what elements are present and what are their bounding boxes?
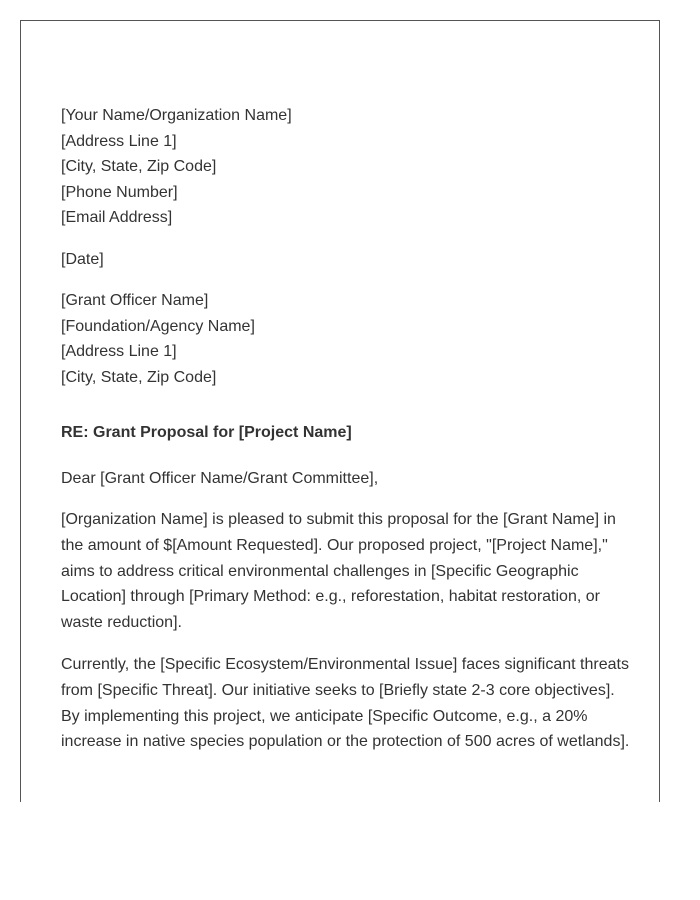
sender-email: [Email Address] bbox=[61, 209, 173, 226]
recipient-address-line: [Address Line 1] bbox=[61, 343, 177, 360]
subject-line: RE: Grant Proposal for [Project Name] bbox=[61, 424, 352, 441]
sender-phone: [Phone Number] bbox=[61, 183, 178, 201]
letter-date: [Date] bbox=[61, 250, 104, 268]
salutation: Dear [Grant Officer Name/Grant Committee], bbox=[61, 469, 379, 487]
date-block bbox=[61, 247, 631, 273]
recipient-officer: [Grant Officer Name] bbox=[61, 292, 209, 309]
recipient-block bbox=[61, 288, 631, 390]
letter-body bbox=[61, 103, 631, 771]
recipient-city-state-zip: [City, State, Zip Code] bbox=[61, 368, 217, 386]
sender-name: [Your Name/Organization Name] bbox=[61, 107, 292, 124]
document-page bbox=[20, 20, 660, 802]
recipient-agency: [Foundation/Agency Name] bbox=[61, 317, 255, 335]
sender-block bbox=[61, 103, 631, 231]
sender-address-line: [Address Line 1] bbox=[61, 132, 177, 150]
paragraph-intro: [Organization Name] is pleased to submit this proposal for the [Grant Name] in the amount of $[Amount Requested]. Our proposed project, "[Project Name]," aims to address critical environmental challenges in [Specific Geographic Location] through [Primary Method: e.g., reforestation, habitat restoration, or waste reduction]. bbox=[61, 511, 616, 632]
paragraph-objectives: Currently, the [Specific Ecosystem/Environmental Issue] faces significant threats from [Specific Threat]. Our initiative seeks to [Briefly state 2-3 core objectives]. By implementing this project, we anticipate [Specific Outcome, e.g., a 20% increase in native species population or the protection of 500 acres of wetlands]. bbox=[61, 655, 630, 751]
sender-city-state-zip: [City, State, Zip Code] bbox=[61, 158, 217, 175]
